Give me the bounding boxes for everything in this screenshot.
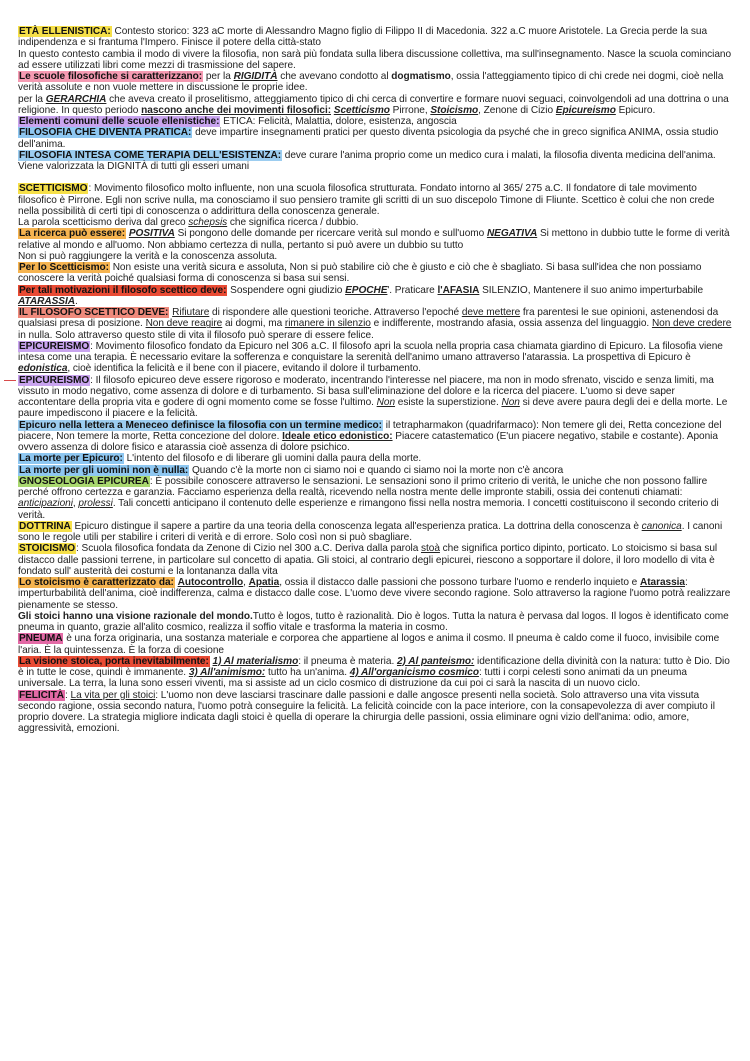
keyword-dogmatismo: dogmatismo xyxy=(391,71,451,82)
keyword-negativa: NEGATIVA xyxy=(486,228,538,240)
para-text: Epicuro. xyxy=(615,104,656,116)
para-motivazioni xyxy=(18,285,732,308)
para-text: tutto ha un'anima. xyxy=(265,667,350,678)
para-filosofo-scettico xyxy=(18,307,732,341)
keyword-prolessi: prolessi xyxy=(78,498,113,510)
para-text: Non si può raggiungere la verità e la conoscenza assoluta. xyxy=(18,250,278,262)
heading-gnoseologia: GNOSEOLOGIA EPICUREA xyxy=(19,475,149,487)
keyword-panteismo: 2) Al panteismo: xyxy=(396,655,475,667)
para-text: : tutti i corpi celesti sono animati da un pneuma universale. La terra, la luna sono esseri viventi, ma si assiste ad un ciclo cosmico di distruzione da cui poi ci sarà la nascita di un nuovo ciclo. xyxy=(18,667,687,690)
para-text: '. Praticare xyxy=(387,284,438,296)
heading-ricerca: La ricerca può essere: xyxy=(19,228,126,240)
keyword-epoche: EPOCHE xyxy=(345,284,388,296)
heading-caratterizzato: Lo stoicismo è caratterizzato da: xyxy=(19,577,174,588)
keyword-deve-mettere: deve mettere xyxy=(461,307,521,318)
para-text: è una forza originaria, una sostanza materiale e corporea che appartiene al logos e anima il cosmo. Il pneuma è caldo come il fuoco, invisibile come l'aria. È la quintessenza. È la forza di coesione xyxy=(18,633,720,656)
para-text: che significa portico dipinto, porticato. Lo stoicismo si basa sul distacco dalle passioni terrene, in particolare sul concetto di apatia. Gli stoici, al contrario degli epicurei, riescono a sopportare il dolore, il loro modello di vita è fondato sull' austerità dei costumi e la lontananza dalla vita xyxy=(18,543,718,577)
para-text: fra parentesi le sue opinioni, astenendosi da qualsiasi presa di posizione. xyxy=(18,307,719,330)
para-scetticismo xyxy=(18,183,732,217)
para-text: che aveva creato il proselitismo, atteggiamento tipico di chi cerca di convertire e formare nuovi seguaci, coinvolgendoli ad una dottrina o una religione. In questo periodo xyxy=(18,93,729,116)
keyword-rifiutare: Rifiutare xyxy=(172,307,210,318)
para-visione-stoica xyxy=(18,656,732,690)
heading-visione-razionale: Gli stoici hanno una visione razionale del mondo. xyxy=(18,610,253,622)
para-text: , ossia il distacco dalle passioni che possono turbare l'uomo e renderlo inquieto e xyxy=(279,577,640,588)
para-text: Si mettono in dubbio tutte le forme di verità relative al mondo e all'uomo. Non abbiamo certezza di nulla, pertanto si può avere un dubbio su tutto xyxy=(18,228,730,251)
heading-filosofo-scettico: IL FILOSOFO SCETTICO DEVE: xyxy=(19,307,169,318)
para-visione-razionale xyxy=(18,611,732,634)
keyword-apatia: Apatia xyxy=(248,577,280,588)
keyword-autocontrollo: Autocontrollo xyxy=(177,577,244,588)
heading-epicureismo-1: EPICUREISMO xyxy=(19,340,90,352)
keyword-animismo: 3) All'animismo: xyxy=(188,667,266,678)
para-text: : Movimento filosofico fondato da Epicuro nel 306 a.C. Il filosofo apri la scuola nella propria casa chiamata giardino di Epicuro. La filosofia viene intesa come una terapia. È necessario evitare la sofferenza e conquistare la serenità dell'animo umano attraverso l'atarassia. La prospettiva di Epicuro è xyxy=(18,340,723,363)
keyword-non: Non xyxy=(501,397,520,408)
para-dottrina xyxy=(18,521,732,544)
keyword-canonica: canonica xyxy=(641,520,682,532)
para-eta-ellenistica xyxy=(18,26,732,49)
para-text: : imperturbabilità dell'anima, cioè indifferenza, calma e distacco dalle cose. L'uomo deve vivere secondo ragione. Solo attraverso la ragione l'uomo potrà realizzare pienamente se stesso. xyxy=(18,577,731,611)
para-text: , ossia l'atteggiamento tipico di chi crede nei dogmi, cioè nella verità assolute e non vuole mettere in discussione le proprie idee. xyxy=(18,71,724,94)
keyword-ideale-etico: Ideale etico edonistico: xyxy=(282,430,393,442)
keyword-movimenti: nascono anche dei movimenti filosofici: xyxy=(141,104,332,116)
para-text: L'intento del filosofo e di liberare gli uomini dalla paura della morte. xyxy=(123,453,422,465)
para-felicita xyxy=(18,690,732,735)
para-ricerca xyxy=(18,228,732,251)
para-scuole xyxy=(18,71,732,94)
para-gnoseologia xyxy=(18,476,732,521)
para-text: . Tali concetti anticipano il contenuto delle esperienze e rimangono fissi nella nostra memoria. I concetti costituiscono il secondo criterio di verità. xyxy=(18,498,719,521)
para-epicureismo-1 xyxy=(18,341,732,375)
para-text: Tutto è logos, tutto è razionalità. Dio è logos. Tutta la natura è pervasa dal logos. Il logos è identificato come pneuma in quanto, grazie all'alito cosmico, realizza il soffio vitale e trasforma la materia in cosmo. xyxy=(18,610,729,633)
heading-per-scetticismo: Per lo Scetticismo: xyxy=(19,262,109,273)
para-verita xyxy=(18,251,732,262)
para-text: Piacere catastematico (E'un piacere negativo, stabile e costante). Aponia ovvero assenza di dolore fisico e atarassia cioè assenza di dolore psichico. xyxy=(18,430,718,453)
spacer xyxy=(18,172,732,183)
keyword-non-credere: Non deve credere xyxy=(651,318,732,330)
para-text: per la xyxy=(203,71,234,82)
para-text: : Scuola filosofica fondata da Zenone di Cizio nel 300 a.C. Deriva dalla parola xyxy=(76,543,422,555)
para-text: : Il filosofo epicureo deve essere rigoroso e moderato, incentrando l'interesse nel piacere, ma non in modo sfrenato, viscido e senza limiti, ma vissuto in modo negativo, come assenza di dolore e di turbamento. Si basa sull'eliminazione del dolore e la ricerca del piacere. L'uomo si deve saper accontentare della propria vita e godere di ogni momento come se fosse l'ultimo. xyxy=(18,374,714,408)
para-text: . I canoni sono le regole utili per stabilire i criteri di verità e di errore. Solo così non si può sbagliare. xyxy=(18,520,723,543)
heading-dottrina: DOTTRINA xyxy=(19,520,71,532)
keyword-atarassia: Atarassia xyxy=(639,577,685,588)
para-elementi xyxy=(18,116,732,127)
para-text: : È possibile conoscere attraverso le sensazioni. Le sensazioni sono il primo criterio di verità, le uniche che non possono fallire perché offrono certezza e garanzia. Facciamo esperienza della realtà, ricevendo nella nostra mente delle impronte stabili, ossia dei contenuti chiamati: xyxy=(18,475,708,498)
para-text: identificazione della divinità con la natura: tutto è Dio. Dio è in tutte le cose, quindi è immanente. xyxy=(18,655,730,678)
heading-terapia: FILOSOFIA INTESA COME TERAPIA DELL'ESISTENZA: xyxy=(19,149,282,161)
para-pratica xyxy=(18,127,732,150)
para-text: Quando c'è la morte non ci siamo noi e quando ci siamo noi la morte non c'è ancora xyxy=(189,464,564,476)
para-schepsis xyxy=(18,217,732,228)
para-text: Contesto storico: 323 aC morte di Alessandro Magno figlio di Filippo II di Macedonia. 322 a.C muore Aristotele. La Grecia perde la sua indipendenza e si frantuma l'Impero. Finisce il potere della città-stato xyxy=(18,26,708,49)
heading-motivazioni: Per tali motivazioni il filosofo scettico deve: xyxy=(19,284,227,296)
para-text: di rispondere alle questioni teoriche. Attraverso l'epoché xyxy=(209,307,462,318)
heading-morte-nulla: La morte per gli uomini non è nulla: xyxy=(19,464,189,476)
para-text: si deve avere paura degli dei e della morte. Le paure impediscono il piacere e la felicità. xyxy=(18,397,728,420)
para-morte-nulla xyxy=(18,465,732,476)
para-text: Sospendere ogni giudizio xyxy=(227,284,346,296)
para-text: : Movimento filosofico molto influente, non una scuola filosofica strutturata. Fondato intorno al 365/ 275 a.C. Il fondatore di tale movimento filosofico è Pirrone. Egli non scrive nulla, ma conosciamo il suo pensiero tramite gli scritti di un suo discepolo Timone di Fliunte. Scettico è colui che non crede nella possibilità di certi tipi di conoscenza o addirittura della conoscenza generale. xyxy=(18,183,715,217)
para-meneceo xyxy=(18,420,732,454)
para-text: , cioè identifica la felicità e il bene con il piacere, evitando il dolore il turbamento. xyxy=(67,363,421,375)
para-text: esiste la superstizione. xyxy=(395,397,502,408)
heading-epicureismo-2: EPICUREISMO xyxy=(19,374,90,386)
keyword-atarassia: ATARASSIA xyxy=(18,295,75,307)
para-text: in nulla. Solo attraverso questo stile di vita il filosofo può sperare di essere felice. xyxy=(18,329,374,341)
para-text: Pirrone, xyxy=(389,104,431,116)
para-terapia xyxy=(18,150,732,173)
para-text: SILENZIO, Mantenere il suo animo imperturbabile xyxy=(479,284,704,296)
para-text: Epicuro distingue il sapere a partire da una teoria della conoscenza legata all'esperienza pratica. La dottrina della conoscenza è xyxy=(71,520,642,532)
para-text: deve impartire insegnamenti pratici per questo diventa psicologia da psyché che in greco significa ANIMA, ossia studio dell'anima. xyxy=(18,127,719,150)
heading-scuole: Le scuole filosofiche si caratterizzano: xyxy=(19,71,203,82)
heading-visione-stoica: La visione stoica, porta inevitabilmente: xyxy=(19,655,209,667)
heading-stoicismo: STOICISMO xyxy=(19,543,76,555)
para-stoicismo xyxy=(18,543,732,577)
keyword-materialismo: 1) Al materialismo xyxy=(212,655,299,667)
para-text: , xyxy=(72,498,79,510)
heading-eta-ellenistica: ETÀ ELLENISTICA: xyxy=(19,26,111,37)
keyword-scetticismo: Scetticismo xyxy=(333,104,390,116)
para-text: : il pneuma è materia. xyxy=(298,655,397,667)
keyword-edonistica: edonistica xyxy=(18,363,68,375)
para-contesto xyxy=(18,49,732,72)
keyword-anticipazioni: anticipazioni xyxy=(18,498,73,510)
keyword-positiva: POSITIVA xyxy=(128,228,175,240)
notes-page xyxy=(18,26,732,735)
keyword-vita-stoici: La vita per gli stoici xyxy=(70,689,156,701)
para-text: : xyxy=(65,689,71,701)
para-text: , xyxy=(243,577,249,588)
para-text: . xyxy=(74,295,78,307)
para-morte-epicuro xyxy=(18,453,732,464)
para-text: : L'uomo non deve lasciarsi trascinare dalle passioni e dalle angosce presenti nella società. Solo attraverso una vita vissuta secondo ragione, ossia secondo natura, l'uomo potrà conseguire la felicità. La felicità coincide con la pace interiore, con la consapevolezza di aver compiuto il proprio dovere. La strategia migliore indicata dagli stoici è quella di operare la chirurgia delle passioni, ossia eliminare ogni vizio dell'anima: odio, amore, aggressività, emozioni. xyxy=(18,689,715,735)
heading-scetticismo: SCETTICISMO xyxy=(19,183,88,195)
keyword-silenzio: rimanere in silenzio xyxy=(284,318,371,330)
para-per-scetticismo xyxy=(18,262,732,285)
para-text: deve curare l'anima proprio come un medico cura i malati, la filosofia diventa medicina dell'anima. Viene valorizzata la DIGNITÀ di tutti gli esseri umani xyxy=(18,149,716,172)
para-text: , Zenone di Cizio xyxy=(478,104,556,116)
heading-pneuma: PNEUMA xyxy=(19,633,63,645)
keyword-rigidita: RIGIDITÀ xyxy=(233,71,278,82)
para-gerarchia xyxy=(18,94,732,117)
para-text: e indifferente, mostrando afasia, ossia assenza del linguaggio. xyxy=(370,318,652,330)
para-text: che significa ricerca / dubbio. xyxy=(227,217,359,228)
para-text: Non esiste una verità sicura e assoluta, Non si può stabilire ciò che è giusto e ciò che è sbagliato. Si basa sull'idea che non possiamo conoscere la verità poiché qualsiasi forma di conoscenza si basa sui sensi. xyxy=(18,262,702,285)
para-text: il tetrapharmakon (quadrifarmaco): Non temere gli dei, Retta concezione del piacere, Non temere la morte, Retta concezione del dolore. xyxy=(18,419,722,442)
keyword-schepsis: schepsis xyxy=(188,217,228,228)
heading-pratica: FILOSOFIA CHE DIVENTA PRATICA: xyxy=(19,127,192,139)
para-text: ETICA: Felicità, Malattia, dolore, esistenza, angoscia xyxy=(220,116,457,127)
keyword-non: Non xyxy=(376,397,396,408)
heading-meneceo: Epicuro nella lettera a Meneceo definisce la filosofia con un termine medico: xyxy=(19,419,382,431)
keyword-epicureismo: Epicureismo xyxy=(555,104,616,116)
arrow-mark xyxy=(4,380,16,381)
keyword-stoicismo: Stoicismo xyxy=(430,104,479,116)
para-caratterizzato xyxy=(18,577,732,611)
para-epicureismo-2 xyxy=(18,375,732,420)
keyword-organicismo: 4) All'organicismo cosmico xyxy=(349,667,479,678)
para-pneuma xyxy=(18,633,732,656)
para-text: In questo contesto cambia il modo di vivere la filosofia, non sarà più fondata sulla libera discussione collettiva, ma sull'insegnamento. Nasce la scuola cominciano ad essere utilizzati libri come mezzi di trasmissione del sapere. xyxy=(18,48,732,71)
para-text: per la xyxy=(18,93,46,105)
heading-elementi: Elementi comuni delle scuole ellenistiche: xyxy=(19,116,220,127)
keyword-gerarchia: GERARCHIA xyxy=(45,93,107,105)
para-text: La parola scetticismo deriva dal greco xyxy=(18,217,189,228)
heading-morte-epicuro: La morte per Epicuro: xyxy=(19,453,123,465)
para-text: Si pongono delle domande per ricercare verità sul mondo e sull'uomo xyxy=(174,228,487,240)
heading-felicita: FELICITÀ xyxy=(19,689,65,701)
keyword-afasia: l'AFASIA xyxy=(437,284,480,296)
keyword-non-reagire: Non deve reagire xyxy=(145,318,223,330)
para-text: che avevano condotto al xyxy=(277,71,392,82)
para-text: ai dogmi, ma xyxy=(222,318,285,330)
keyword-stoa: stoà xyxy=(421,543,440,555)
